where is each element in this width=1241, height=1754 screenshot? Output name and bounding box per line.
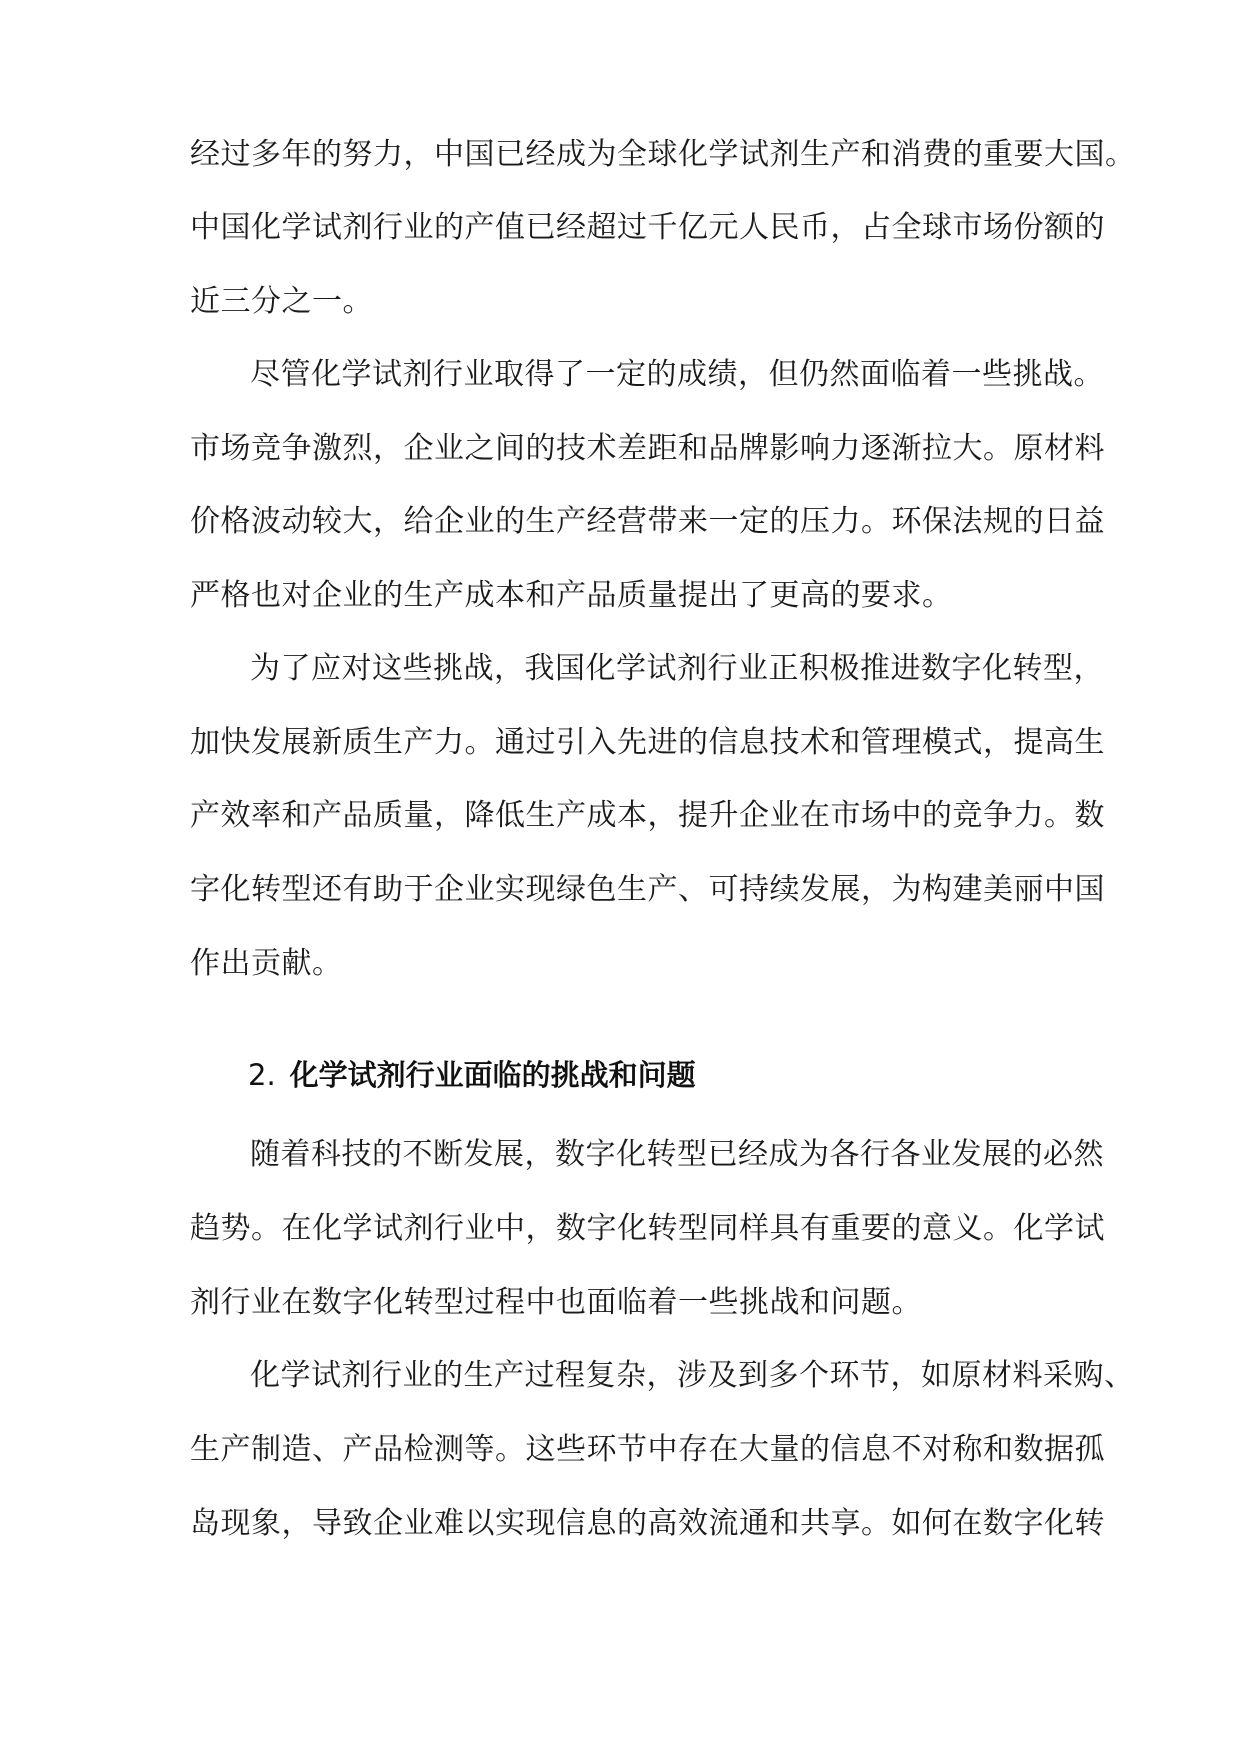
section-paragraph-2-line-1: 化学试剂行业的生产过程复杂，涉及到多个环节，如原材料采购、 (250, 1358, 1135, 1393)
paragraph-3-line-5: 作出贡献。 (190, 946, 343, 981)
paragraph-2-line-2: 市场竞争激烈，企业之间的技术差距和品牌影响力逐渐拉大。原材料 (190, 431, 1105, 466)
paragraph-3-line-2: 加快发展新质生产力。通过引入先进的信息技术和管理模式，提高生 (190, 725, 1105, 760)
section-number: 2. (248, 1058, 276, 1092)
paragraph-2-line-4: 严格也对企业的生产成本和产品质量提出了更高的要求。 (190, 578, 953, 613)
section-paragraph-2-line-2: 生产制造、产品检测等。这些环节中存在大量的信息不对称和数据孤 (190, 1432, 1105, 1467)
paragraph-2-line-1: 尽管化学试剂行业取得了一定的成绩，但仍然面临着一些挑战。 (250, 357, 1104, 392)
section-heading (248, 1055, 1048, 1095)
paragraph-3-line-4: 字化转型还有助于企业实现绿色生产、可持续发展，为构建美丽中国 (190, 872, 1105, 907)
paragraph-2-line-3: 价格波动较大，给企业的生产经营带来一定的压力。环保法规的日益 (190, 504, 1105, 539)
paragraph-3-line-3: 产效率和产品质量，降低生产成本，提升企业在市场中的竞争力。数 (190, 798, 1105, 833)
section-paragraph-2-line-3: 岛现象，导致企业难以实现信息的高效流通和共享。如何在数字化转 (190, 1506, 1105, 1541)
section-paragraph-1-line-3: 剂行业在数字化转型过程中也面临着一些挑战和问题。 (190, 1285, 922, 1320)
section-title: 化学试剂行业面临的挑战和问题 (289, 1058, 696, 1092)
paragraph-1-line-3: 近三分之一。 (190, 284, 373, 319)
paragraph-3-line-1: 为了应对这些挑战，我国化学试剂行业正积极推进数字化转型， (250, 651, 1104, 686)
section-paragraph-1-line-1: 随着科技的不断发展，数字化转型已经成为各行各业发展的必然 (250, 1137, 1104, 1172)
section-paragraph-1-line-2: 趋势。在化学试剂行业中，数字化转型同样具有重要的意义。化学试 (190, 1211, 1105, 1246)
paragraph-1-line-2: 中国化学试剂行业的产值已经超过千亿元人民币，占全球市场份额的 (190, 210, 1105, 245)
paragraph-1-line-1: 经过多年的努力，中国已经成为全球化学试剂生产和消费的重要大国。 (190, 137, 1136, 172)
